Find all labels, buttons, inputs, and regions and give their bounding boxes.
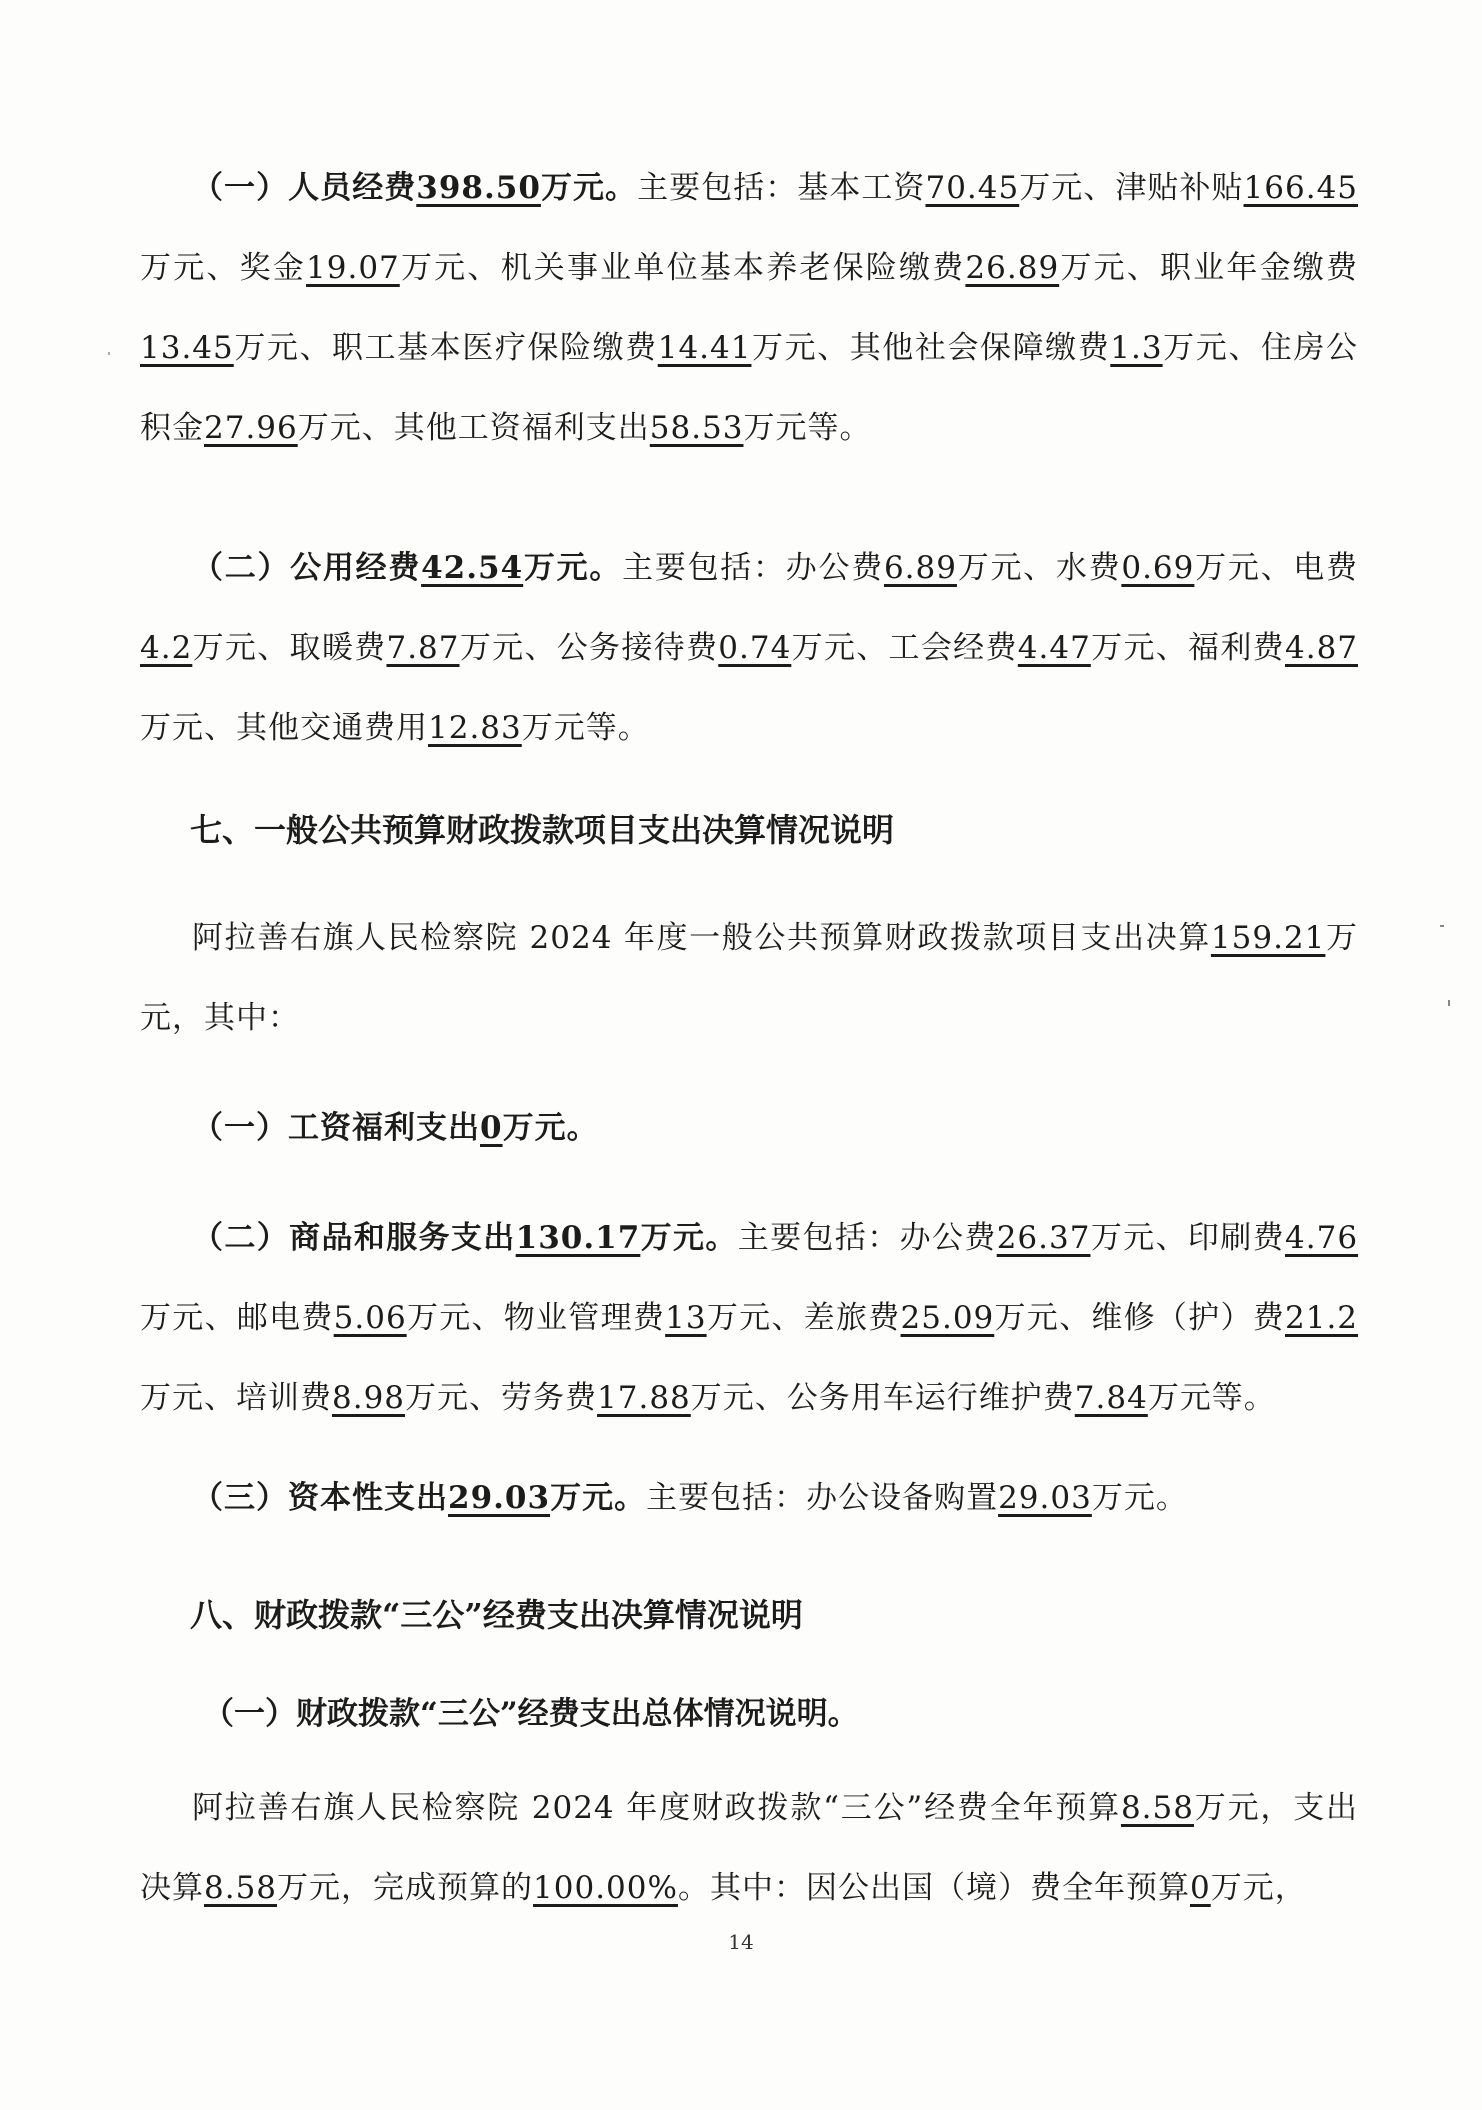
goods-services-paragraph (140, 1198, 1358, 1438)
value: 8.58 (204, 1870, 278, 1906)
text: 万元、公务用车运行维护费 (690, 1380, 1075, 1416)
public-expense-value: 42.54 (421, 550, 524, 586)
text: 。其中：因公出国（境）费全年预算 (677, 1870, 1190, 1906)
section-heading-8-1: （一）财政拨款“三公”经费支出总体情况说明。 (203, 1696, 859, 1732)
section-heading-7: 七、一般公共预算财政拨款项目支出决算情况说明 (190, 811, 895, 849)
value: 0.74 (718, 630, 792, 666)
value: 27.96 (204, 410, 298, 446)
value: 29.03 (448, 1480, 551, 1516)
value: 6.89 (883, 550, 957, 586)
text: 万元。 (640, 1220, 738, 1256)
text: 万元、劳务费 (405, 1380, 598, 1416)
text: 万元、机关事业单位基本养老保险缴费 (399, 250, 966, 286)
text: 万元、电费 (1194, 550, 1359, 586)
value: 19.07 (306, 250, 400, 286)
text: 万元、其他交通费用 (140, 710, 428, 746)
value: 12.83 (428, 710, 522, 746)
project-expense-paragraph (140, 898, 1358, 1058)
value: 5.06 (333, 1300, 407, 1336)
text: 万元、水费 (956, 550, 1122, 586)
public-expense-label: （二）公用经费 (192, 550, 422, 586)
text: 万元、职工基本医疗保险缴费 (233, 330, 658, 366)
text: 万元、其他工资福利支出 (297, 410, 650, 446)
text: 万元、维修（护）费 (994, 1300, 1285, 1336)
text: 万元、福利费 (1090, 630, 1285, 666)
value: 0 (1189, 1870, 1211, 1906)
personnel-expense-paragraph (140, 148, 1358, 468)
personnel-expense-value: 398.50 (416, 170, 541, 206)
value: 13.45 (140, 330, 234, 366)
three-public-expense-paragraph (140, 1768, 1358, 1928)
value: 21.2 (1285, 1300, 1359, 1336)
text: 阿拉善右旗人民检察院 2024 年度财政拨款“三公”经费全年预算 (192, 1790, 1121, 1826)
value: 8.58 (1120, 1790, 1194, 1826)
value: 1.3 (1110, 330, 1163, 366)
value: 13 (665, 1300, 707, 1336)
scan-speck (1440, 925, 1444, 927)
value: 8.98 (332, 1380, 406, 1416)
value: 0.69 (1121, 550, 1195, 586)
text: 阿拉善右旗人民检察院 2024 年度一般公共预算财政拨款项目支出决算 (192, 920, 1211, 956)
text: 万元， (1210, 1870, 1307, 1906)
text: 万元，其中： (140, 920, 1359, 1036)
value: 166.45 (1243, 170, 1359, 206)
text: 万元、取暖费 (192, 630, 387, 666)
text: 万元、物业管理费 (406, 1300, 666, 1336)
text: 万元、培训费 (140, 1380, 332, 1416)
text: 万元、工会经费 (791, 630, 1018, 666)
text: 万元、奖金 (140, 250, 307, 286)
text: 万元、职业年金缴费 (1059, 250, 1358, 286)
scan-speck (108, 352, 110, 355)
value: 29.03 (998, 1480, 1092, 1516)
text: 主要包括：办公费 (737, 1220, 997, 1256)
value: 17.88 (597, 1380, 691, 1416)
public-expense-paragraph (140, 528, 1358, 768)
value: 70.45 (925, 170, 1020, 206)
text: 万元。 (1091, 1480, 1188, 1516)
value: 4.76 (1285, 1220, 1359, 1256)
value: 26.89 (965, 250, 1060, 286)
text: 主要包括：办公费 (622, 550, 884, 586)
page-number: 14 (728, 1930, 754, 1954)
personnel-expense-label: （一）人员经费 (192, 170, 417, 206)
text: 万元等。 (743, 410, 872, 446)
text: 主要包括：基本工资 (637, 170, 926, 206)
value: 4.2 (140, 630, 193, 666)
value: 0 (480, 1110, 503, 1146)
text: 主要包括：办公设备购置 (646, 1480, 999, 1516)
text: 万元等。 (1147, 1380, 1276, 1416)
text: 万元、其他社会保障缴费 (751, 330, 1111, 366)
text: 万元、邮电费 (140, 1300, 334, 1336)
text: （二）商品和服务支出 (192, 1220, 516, 1256)
wage-welfare-paragraph (140, 1088, 1358, 1168)
text: 万元。 (550, 1480, 647, 1516)
text: 万元。 (502, 1110, 599, 1146)
text: 万元等。 (521, 710, 650, 746)
text: （一）工资福利支出 (192, 1110, 480, 1146)
text: 万元，完成预算的 (277, 1870, 534, 1906)
text: 万元、差旅费 (706, 1300, 901, 1336)
value: 25.09 (900, 1300, 995, 1336)
value: 58.53 (649, 410, 744, 446)
text: 万元。 (540, 170, 638, 206)
text: 万元、印刷费 (1090, 1220, 1286, 1256)
text: 万元。 (523, 550, 623, 586)
text: 万元，支出决算 (140, 1790, 1359, 1906)
section-heading-8: 八、财政拨款“三公”经费支出决算情况说明 (190, 1596, 803, 1634)
value: 4.87 (1285, 630, 1359, 666)
value: 26.37 (996, 1220, 1091, 1256)
text: 万元、津贴补贴 (1019, 170, 1244, 206)
value: 130.17 (515, 1220, 641, 1256)
text: （三）资本性支出 (192, 1480, 448, 1516)
scan-speck (1448, 1000, 1450, 1006)
text: 万元、公务接待费 (459, 630, 719, 666)
text: 万元、住房公积金 (140, 330, 1359, 446)
value: 100.00% (533, 1870, 678, 1906)
value: 7.84 (1074, 1380, 1148, 1416)
value: 159.21 (1210, 920, 1326, 956)
capital-expense-paragraph (140, 1458, 1358, 1538)
value: 7.87 (386, 630, 460, 666)
value: 14.41 (657, 330, 752, 366)
value: 4.47 (1017, 630, 1091, 666)
